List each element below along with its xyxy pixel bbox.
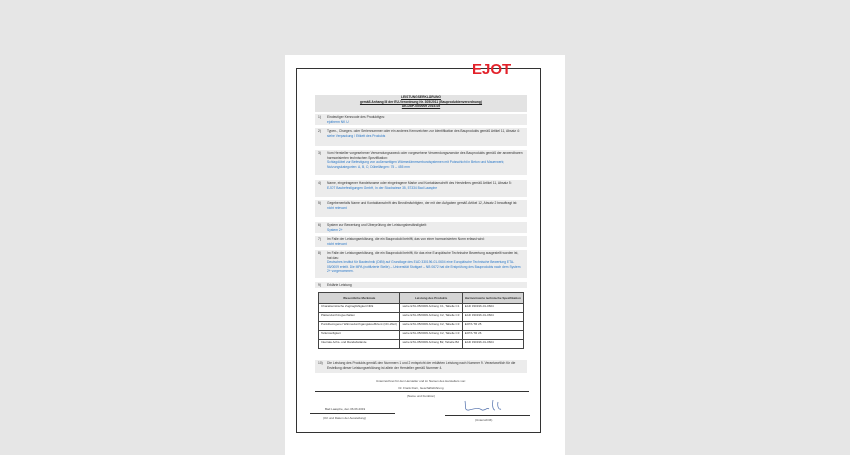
section-text: Eindeutiger Kenncode des Produkttyps: xyxy=(327,115,385,119)
section-text: Gegebenenfalls Name und Kontaktanschrift des Bevollmächtigten, der mit den Aufgaben gemäß Artikel 12, Absatz 2 beauftragt ist: xyxy=(327,201,518,205)
document-title: LEISTUNGSERKLÄRUNG xyxy=(401,95,441,99)
section-number: 5) xyxy=(318,201,321,205)
section-7 xyxy=(315,236,527,247)
table-cell: Plattendurchzugverhalten xyxy=(319,313,400,322)
performance-table xyxy=(318,292,524,349)
table-header: Wesentliche Merkmale xyxy=(319,293,400,304)
section-text: Name, eingetragener Handelsname oder eingetragene Marke und Kontaktanschrift des Herstellers gemäß Artikel 11, Absatz 5: xyxy=(327,181,512,185)
section-1 xyxy=(315,114,527,125)
section-number: 4) xyxy=(318,181,321,185)
section-number: 6) xyxy=(318,223,321,227)
section-8 xyxy=(315,250,527,278)
table-cell: siehe ETA-05/0009 Anhang C1, Tabelle C1 xyxy=(400,304,462,313)
table-cell: EAD 330196-01-0604 xyxy=(462,304,523,313)
section-value: EJOT Baubefestigungen GmbH, In der Stockwiese 35, 57334 Bad Laasphe xyxy=(327,185,438,190)
section-text: Im Falle der Leistungserklärung, die ein Bauprodukt betrifft, das von einer harmonisierten Norm erfasst wird: xyxy=(327,237,485,241)
section-number: 9) xyxy=(318,283,321,287)
place-date: Bad Laasphe, den 06.06.2019 xyxy=(325,407,366,411)
table-row xyxy=(319,313,524,322)
table-header: Leistung des Produkts xyxy=(400,293,462,304)
table-header: Harmonisierte technische Spezifikation xyxy=(462,293,523,304)
section-text: Erklärte Leistung xyxy=(327,283,352,287)
section-text: Vom Hersteller vorgesehener Verwendungszweck oder vorgesehene Verwendungszwecke des Bauprodukts gemäß der anwendbaren harmonisierten technischen Spezifikation: xyxy=(327,151,523,160)
table-cell: siehe ETA-05/0009 Anhang C2, Tabelle C3 xyxy=(400,313,462,322)
section-4 xyxy=(315,180,527,197)
section-value: nicht relevant xyxy=(327,205,347,210)
section-number: 3) xyxy=(318,151,321,155)
name-label: (Name und Funktion) xyxy=(406,394,436,398)
ejot-logo: EJOT xyxy=(472,61,512,78)
document-subtitle: gemäß Anhang III der EU-Verordnung Nr. 305/2011 (Bauproduktenverordnung) xyxy=(359,100,483,104)
place-date-label: (Ort und Datum der Ausstellung) xyxy=(323,416,367,420)
table-cell: Interrale Achs- und Randabstände xyxy=(319,340,400,349)
table-row xyxy=(319,340,524,349)
section-5 xyxy=(315,200,527,217)
table-cell: Tellersteifigkeit xyxy=(319,331,400,340)
table-cell: EAD 330196-01-0604 xyxy=(462,313,523,322)
table-row xyxy=(319,322,524,331)
signed-by: Unterzeichnet für den Hersteller und im Namen des Herstellers von: xyxy=(375,379,467,383)
section-9 xyxy=(315,282,527,288)
document-page xyxy=(285,55,565,455)
section-value: ejotherm NK U xyxy=(327,119,349,124)
section-number: 8) xyxy=(318,251,321,255)
signer-name: Dr. Frank Dorn, Geschäftsführung xyxy=(398,386,444,390)
table-cell: EOTA TR 26 xyxy=(462,331,523,340)
section-number: 1) xyxy=(318,115,321,119)
table-row xyxy=(319,331,524,340)
section-3 xyxy=(315,150,527,175)
table-row xyxy=(319,304,524,313)
section-value: System 2+ xyxy=(327,227,343,232)
table-cell: EOTA TR 25 xyxy=(462,322,523,331)
section-value: nicht relevant xyxy=(327,241,347,246)
table-cell: siehe ETA-05/0009 Anhang C2, Tabelle C3 xyxy=(400,322,462,331)
section-value: Schlagdübel zur Befestigung von außenseitigen Wärmedämmverbundsystemen mit Putzschicht in Beton und Mauerwerk; Nutzungskategorien: A, B, C; Dübellängen: 75 – 455 mm xyxy=(327,160,505,169)
signature-label: (Unterschrift) xyxy=(475,418,493,422)
table-cell: siehe ETA-05/0009 Anhang C2, Tabelle C3 xyxy=(400,331,462,340)
section-6 xyxy=(315,222,527,233)
section-text: Typen-, Chargen- oder Seriennummer oder ein anderes Kennzeichen zur Identifikation des Bauprodukts gemäß Artikel 11, Absatz 4: xyxy=(327,129,520,133)
section-value: Deutsches Institut für Bautechnik (DIBt) auf Grundlage des EAD 330196-01-0604 eine Europäische Technische Bewertung ETA-05/0009 erteilt. Die MPA (notifizierte Stelle) – Universität Stuttgart – NB 0672 hat die Erstprüfung des Bauprodukts nach dem System 2+ vorgenommen. xyxy=(327,260,521,274)
section-2 xyxy=(315,128,527,146)
table-cell: siehe ETA-05/0009 Anhang B2, Tabelle B2 xyxy=(400,340,462,349)
section-number: 2) xyxy=(318,129,321,133)
table-cell: Punktbezogener Wärmedurchgangskoeffizient (Chi-Wert) xyxy=(319,322,400,331)
section-value: siehe Verpackung / Etikett des Produkts xyxy=(327,133,386,138)
document-number: DE-DoP-05/0009 2019-05 xyxy=(401,104,441,108)
section-10: 10) Die Leistung des Produkts gemäß den Nummern 1 und 2 entspricht der erklärten Leistung nach Nummer 9. Verantwortlich für die Erstellung dieser Leistungserklärung ist allein der Hersteller gemäß Nummer 4. xyxy=(315,360,527,373)
section-text: Im Falle der Leistungserklärung, die ein Bauprodukt betrifft, für das eine Europäische Technische Bewertung ausgestellt worden ist, hat das: xyxy=(327,251,519,260)
table-cell: Charakteristische Zugtragfähigkeit NRk xyxy=(319,304,400,313)
section-text: System zur Bewertung und Überprüfung der Leistungsbeständigkeit: xyxy=(327,223,427,227)
signature-image xyxy=(460,398,505,414)
document-header xyxy=(315,95,527,112)
table-cell: EAD 330196-01-0604 xyxy=(462,340,523,349)
section-number: 7) xyxy=(318,237,321,241)
